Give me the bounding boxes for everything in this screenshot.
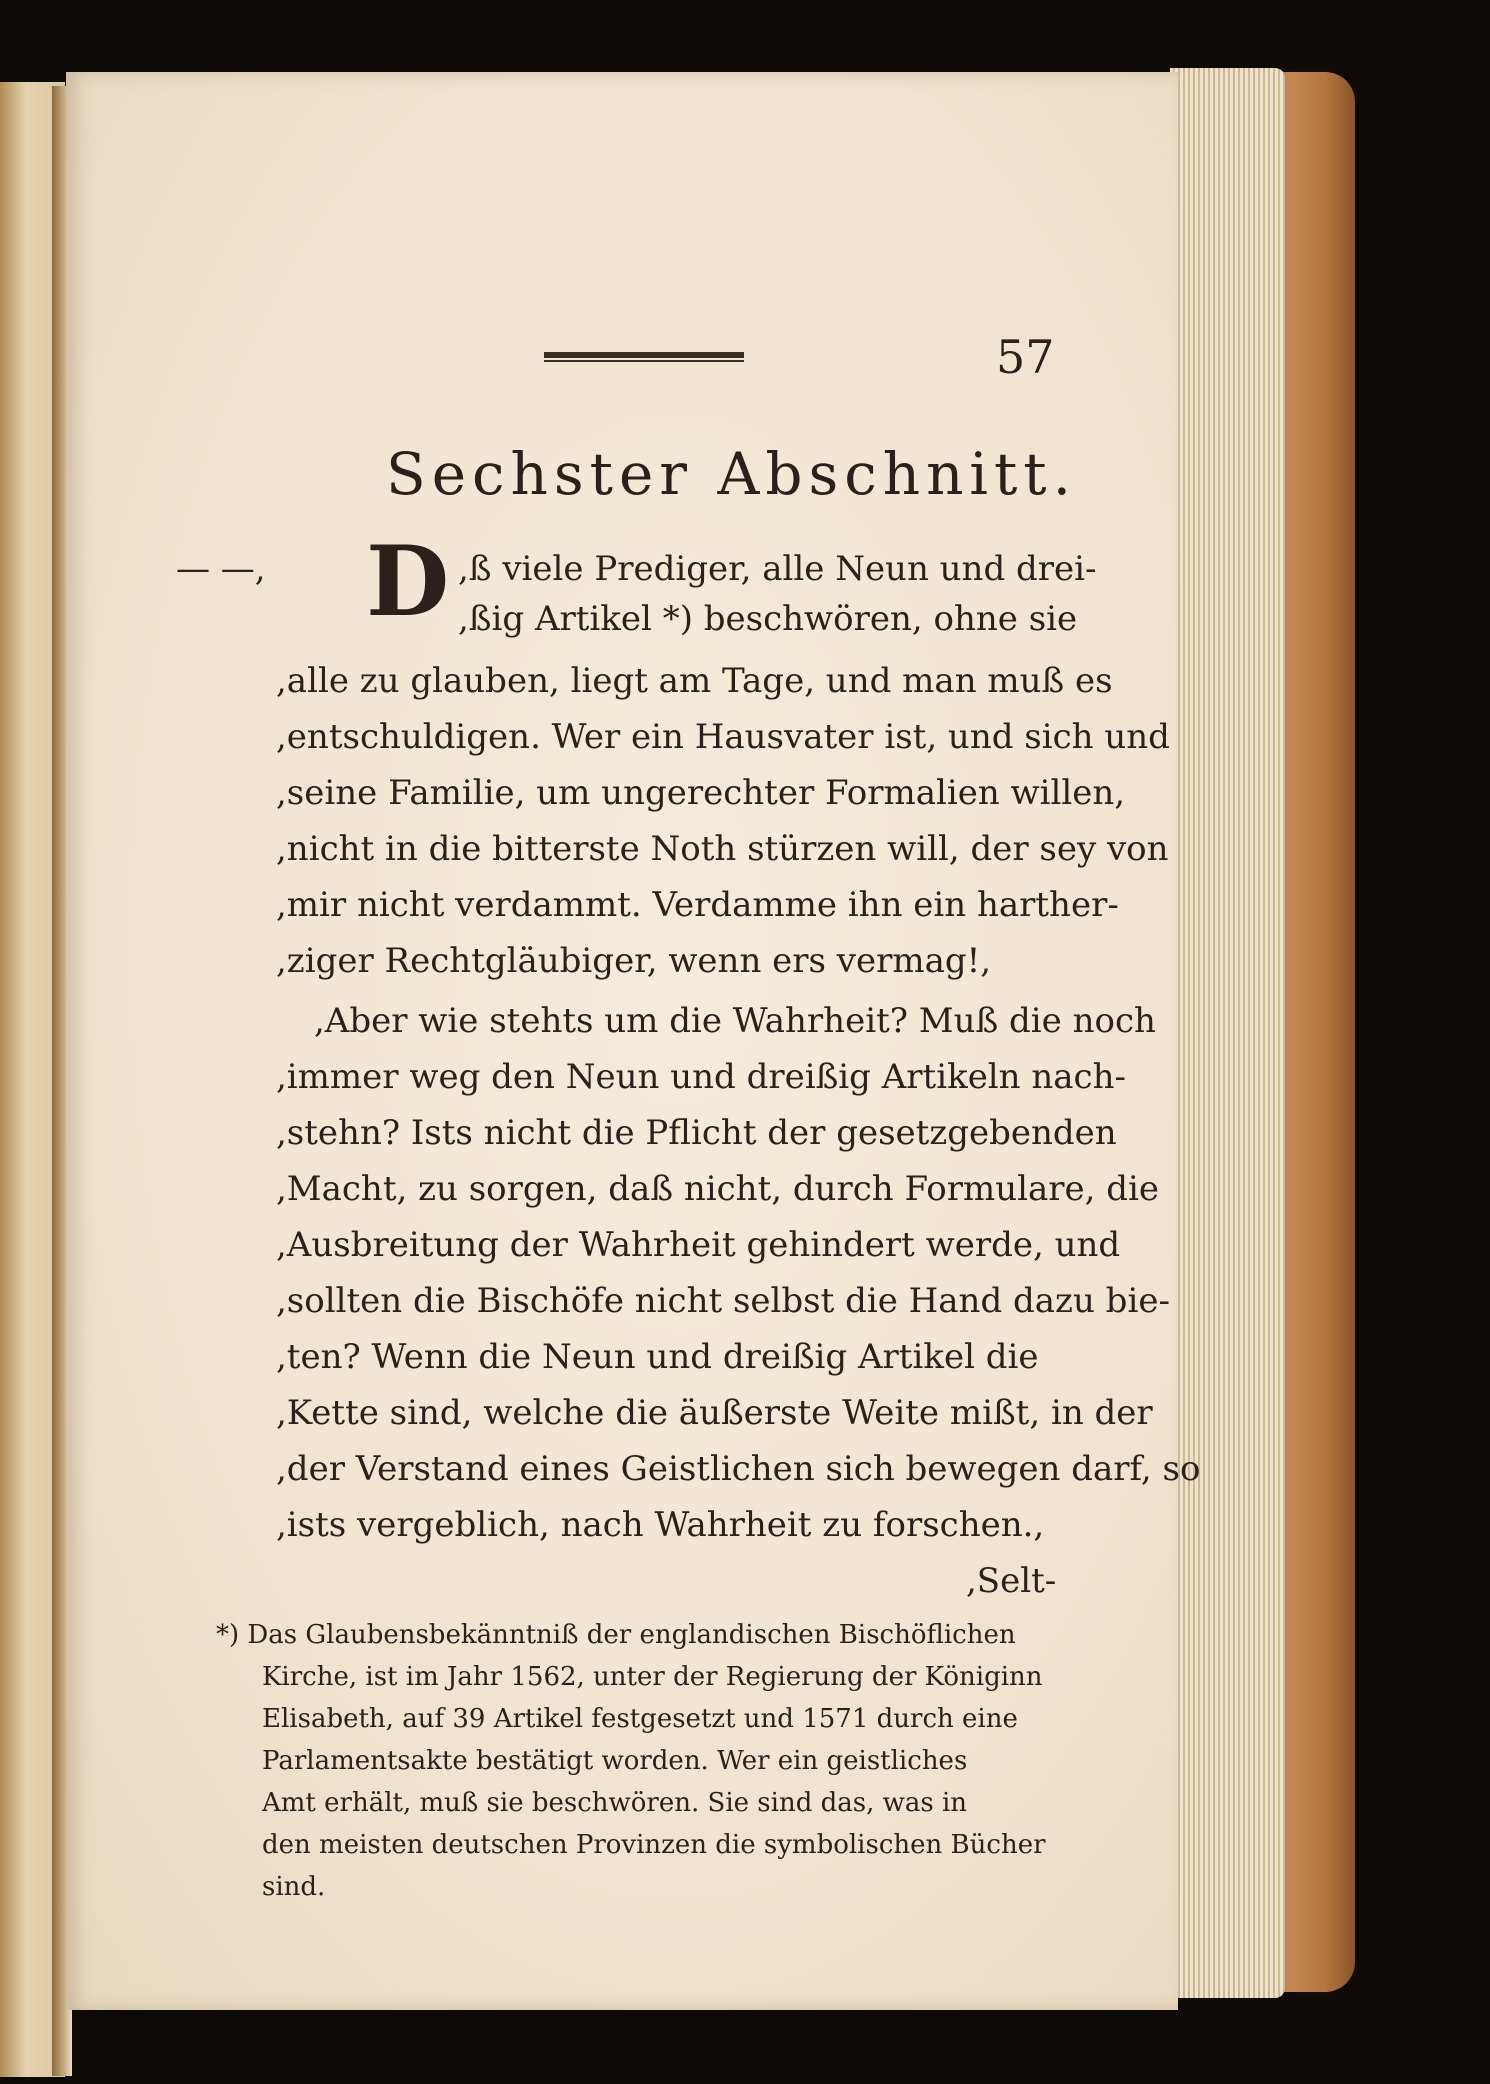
body-line: ,ß viele Prediger, alle Neun und drei- (458, 549, 1097, 589)
footnote-line: den meisten deutschen Provinzen die symbolischen Bücher (262, 1830, 1046, 1860)
body-line: ,Kette sind, welche die äußerste Weite mißt, in der (276, 1393, 1153, 1433)
body-line: ,alle zu glauben, liegt am Tage, und man muß es (276, 661, 1113, 701)
body-line: — —, (176, 549, 266, 589)
body-line: ,entschuldigen. Wer ein Hausvater ist, und sich und (276, 717, 1170, 757)
header-rule (544, 352, 744, 364)
body-line: ,Ausbreitung der Wahrheit gehindert werde, und (276, 1225, 1121, 1265)
footnote-line: sind. (262, 1872, 326, 1902)
body-line: ,Aber wie stehts um die Wahrheit? Muß die noch (314, 1001, 1156, 1041)
catchword: ,Selt- (966, 1561, 1057, 1601)
book-page (66, 72, 1201, 2010)
body-line: ,der Verstand eines Geistlichen sich bewegen darf, so (276, 1449, 1201, 1489)
body-line: ,stehn? Ists nicht die Pflicht der gesetzgebenden (276, 1113, 1117, 1153)
body-line: ,ßig Artikel *) beschwören, ohne sie (458, 599, 1078, 639)
footnote-line: *) Das Glaubensbekänntniß der englandischen Bischöflichen (216, 1620, 1016, 1650)
body-line: ,sollten die Bischöfe nicht selbst die Hand dazu bie- (276, 1281, 1170, 1321)
body-line: ,immer weg den Neun und dreißig Artikeln nach- (276, 1057, 1126, 1097)
body-line: ,nicht in die bitterste Noth stürzen will, der sey von (276, 829, 1169, 869)
footnote-line: Elisabeth, auf 39 Artikel festgesetzt und 1571 durch eine (262, 1704, 1018, 1734)
footnote-line: Amt erhält, muß sie beschwören. Sie sind das, was in (262, 1788, 968, 1818)
page-number: 57 (996, 330, 1055, 384)
body-line: ,ziger Rechtgläubiger, wenn ers vermag!, (276, 941, 992, 981)
body-line: ,ists vergeblich, nach Wahrheit zu forschen., (276, 1505, 1045, 1545)
body-line: ,Macht, zu sorgen, daß nicht, durch Formulare, die (276, 1169, 1159, 1209)
drop-cap: D (366, 525, 450, 638)
body-line: ,ten? Wenn die Neun und dreißig Artikel die (276, 1337, 1039, 1377)
body-line: ,seine Familie, um ungerechter Formalien willen, (276, 773, 1126, 813)
body-line: ,mir nicht verdammt. Verdamme ihn ein harther- (276, 885, 1119, 925)
footnote-line: Kirche, ist im Jahr 1562, unter der Regierung der Königinn (262, 1662, 1043, 1692)
section-heading: Sechster Abschnitt. (386, 440, 1078, 508)
footnote-line: Parlamentsakte bestätigt worden. Wer ein geistliches (262, 1746, 968, 1776)
